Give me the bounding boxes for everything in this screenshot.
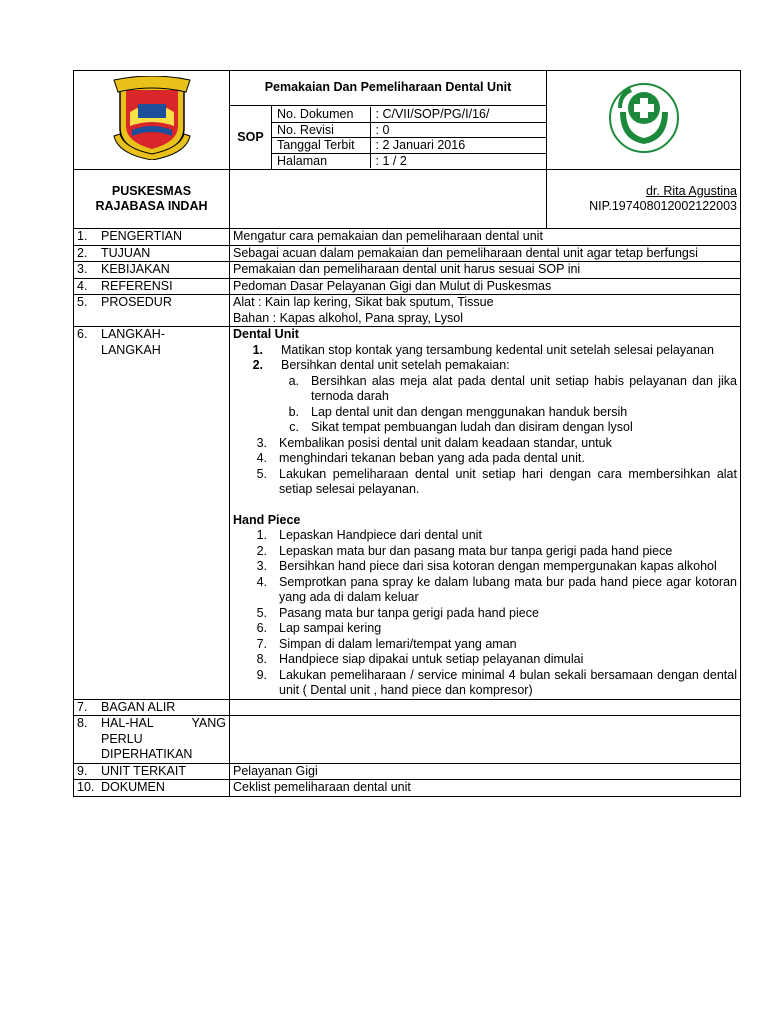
signer-name: dr. Rita Agustina [645,183,737,198]
list-item [233,606,737,622]
list-item [233,544,737,560]
item-number: b. [288,404,299,419]
steps-content [230,327,741,700]
org-name [74,170,230,229]
row-label: DIPERHATIKAN [101,747,193,761]
row-tujuan [74,245,741,262]
item-text: Lap dental unit dan dengan menggunakan handuk bersih [311,404,628,419]
item-text: menghindari tekanan beban yang ada pada dental unit. [279,451,585,465]
row-label: DOKUMEN [101,780,165,794]
item-text: Lap sampai kering [279,621,382,635]
item-number: 3. [256,559,267,573]
row-content [230,716,741,764]
item-number: 5. [256,605,267,620]
row-number: 6. [77,327,88,341]
meta-label: Halaman [272,153,370,168]
item-text: Lepaskan mata bur dan pasang mata bur tanpa gerigi pada hand piece [279,543,673,558]
item-number: 4. [256,574,267,589]
meta-row [272,107,546,122]
item-number: a. [288,373,299,388]
item-text: Lepaskan Handpiece dari dental unit [279,528,482,542]
item-text: Simpan di dalam lemari/tempat yang aman [279,636,517,651]
list-item [233,575,737,606]
row-content: Pelayanan Gigi [230,763,741,780]
sop-document [73,70,740,797]
row-content [230,699,741,716]
meta-value: : C/VII/SOP/PG/I/16/ [370,107,546,122]
row-number: 10. [77,780,95,794]
item-number: 2. [256,543,267,558]
meta-value: : 1 / 2 [370,153,546,168]
item-text: Handpiece siap dipakai untuk setiap pelayanan dimulai [279,652,584,666]
item-text: Semprotkan pana spray ke dalam lubang mata bur pada hand piece agar kotoran yang ada di dalam keluar [279,574,737,604]
list-item [233,528,737,544]
item-number: 6. [256,621,267,635]
kota-bandar-lampung-logo [110,76,194,160]
meta-label: No. Dokumen [272,107,370,122]
row-content: Ceklist pemeliharaan dental unit [230,780,741,797]
row-label: TUJUAN [101,245,151,260]
list-item [233,559,737,575]
meta-row [272,138,546,154]
list-item [233,621,737,637]
row-label: KEBIJAKAN [101,262,170,276]
row-kebijakan [74,262,741,279]
list-item [233,652,737,668]
item-number: 1. [256,528,267,542]
item-number: 1. [252,342,263,357]
list-item [233,405,737,421]
sop-label: SOP [230,106,272,170]
list-item [233,374,737,405]
row-content: Pedoman Dasar Pelayanan Gigi dan Mulut di Puskesmas [230,278,741,295]
row-content [230,295,741,327]
row-number: 1. [77,229,88,243]
row-label: BAGAN ALIR [101,699,176,714]
city-logo-cell [74,71,230,170]
meta-value: : 2 Januari 2016 [370,138,546,154]
signer-cell [547,170,741,229]
row-content: Mengatur cara pemakaian dan pemeliharaan dental unit [230,229,741,246]
bakti-husada-logo [604,78,684,158]
sop-table [73,70,741,797]
document-title: Pemakaian Dan Pemeliharaan Dental Unit [230,71,547,106]
item-text: Kembalikan posisi dental unit dalam keadaan standar, untuk [279,435,612,450]
row-label: PROSEDUR [101,295,172,309]
org-blank-cell [230,170,547,229]
row-number: 2. [77,245,88,260]
tools-line: Alat : Kain lap kering, Sikat bak sputum, Tissue [233,295,494,309]
item-number: 3. [256,435,267,450]
item-text: Pasang mata bur tanpa gerigi pada hand piece [279,605,539,620]
list-item [233,451,737,467]
row-referensi [74,278,741,295]
row-label: LANGKAH- LANGKAH [101,327,165,357]
meta-row [272,122,546,138]
row-bagan-alir [74,699,741,716]
signer-nip: NIP.197408012002122003 [589,199,737,213]
row-content: Sebagai acuan dalam pemakaian dan pemeliharaan dental unit agar tetap berfungsi [230,245,741,262]
materials-line: Bahan : Kapas alkohol, Pana spray, Lysol [233,310,464,325]
row-dokumen [74,780,741,797]
row-langkah [74,327,741,700]
item-text: Bersihkan dental unit setelah pemakaian: [281,358,510,372]
row-pengertian [74,229,741,246]
row-label: UNIT TERKAIT [101,763,186,778]
row-hal-hal [74,716,741,764]
row-number: 7. [77,699,88,714]
item-text: Lakukan pemeliharaan / service minimal 4 bulan sekali bersamaan dengan dental unit ( Dental unit , hand piece dan kompresor) [279,667,737,697]
meta-label: No. Revisi [272,122,370,138]
item-text: Bersihkan alas meja alat pada dental unit setiap habis pelayanan dan jika ternoda darah [311,373,737,403]
item-number: 7. [256,636,267,651]
list-item [233,668,737,699]
row-number: 3. [77,262,88,276]
row-content: Pemakaian dan pemeliharaan dental unit harus sesuai SOP ini [230,262,741,279]
item-number: 2. [252,358,263,372]
ministry-logo-cell [547,71,741,170]
list-item [233,420,737,436]
item-number: 9. [256,667,267,682]
item-number: c. [289,420,299,434]
row-label: HAL-HAL YANG [101,716,226,730]
row-number: 9. [77,763,88,778]
list-item [233,467,737,498]
org-name-line: PUSKESMAS [111,183,192,198]
item-number: 5. [256,466,267,481]
item-text: Lakukan pemeliharaan dental unit setiap hari dengan cara membersihkan alat setiap selesai pelayanan. [279,466,737,496]
row-number: 8. [77,716,88,730]
dental-unit-heading: Dental Unit [233,327,299,341]
item-text: Sikat tempat pembuangan ludah dan disiram dengan lysol [311,420,633,434]
item-text: Matikan stop kontak yang tersambung kedental unit setelah selesai pelayanan [281,342,714,357]
list-item [233,436,737,452]
item-text: Bersihkan hand piece dari sisa kotoran dengan mempergunakan kapas alkohol [279,559,717,573]
meta-value: : 0 [370,122,546,138]
row-label: PERLU [101,731,143,746]
org-name-line: RAJABASA INDAH [95,199,208,213]
meta-label: Tanggal Terbit [272,138,370,154]
document-meta-cell [272,106,547,170]
list-item [233,637,737,653]
row-unit-terkait [74,763,741,780]
row-label: PENGERTIAN [101,229,183,243]
row-number: 5. [77,295,88,309]
item-number: 4. [256,451,267,465]
row-prosedur [74,295,741,327]
item-number: 8. [256,652,267,666]
hand-piece-heading: Hand Piece [233,512,301,527]
list-item [233,358,737,374]
list-item [233,343,737,359]
row-number: 4. [77,278,88,293]
meta-row [272,153,546,168]
document-meta [272,107,546,168]
row-label: REFERENSI [101,278,173,293]
